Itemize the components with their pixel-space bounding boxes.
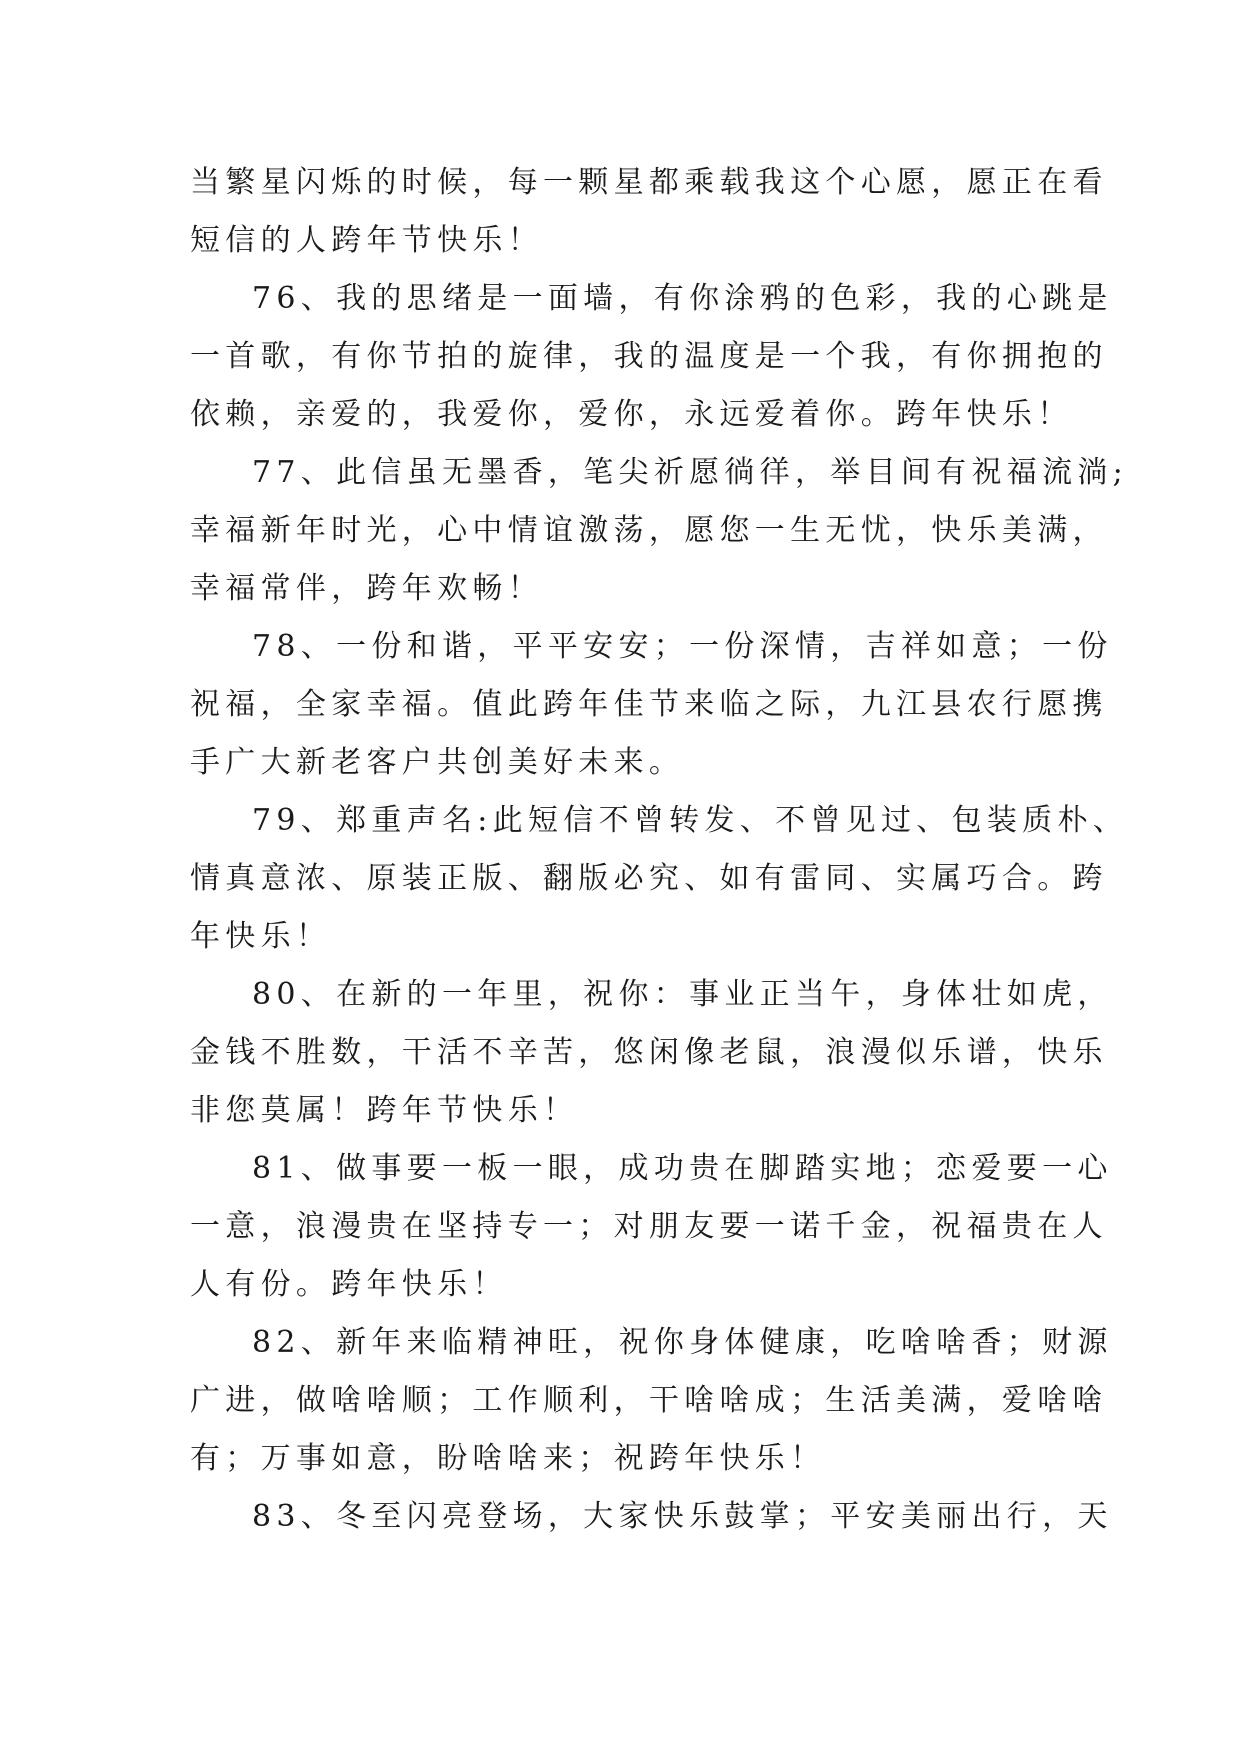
paragraph-79 <box>190 792 1129 966</box>
text-line: 幸福新年时光，心中情谊激荡，愿您一生无忧，快乐美满， <box>190 513 1108 548</box>
text-line: 人有份。跨年快乐！ <box>190 1267 508 1302</box>
text-line: 当繁星闪烁的时候，每一颗星都乘载我这个心愿，愿正在看 <box>190 165 1108 200</box>
text-line: 短信的人跨年节快乐！ <box>190 223 543 258</box>
text-line: 情真意浓、原装正版、翻版必究、如有雷同、实属巧合。跨 <box>190 861 1108 896</box>
text-line: 年快乐！ <box>190 919 332 954</box>
text-line: 手广大新老客户共创美好未来。 <box>190 745 685 780</box>
text-line: 83、冬至闪亮登场，大家快乐鼓掌；平安美丽出行，天 <box>252 1499 1113 1534</box>
text-line: 有；万事如意，盼啥啥来；祝跨年快乐！ <box>190 1441 826 1476</box>
paragraph-83 <box>190 1488 1113 1546</box>
paragraph-78 <box>190 618 1113 792</box>
text-line: 一意，浪漫贵在坚持专一；对朋友要一诺千金，祝福贵在人 <box>190 1209 1108 1244</box>
paragraph-82 <box>190 1314 1113 1488</box>
text-line: 祝福，全家幸福。值此跨年佳节来临之际，九江县农行愿携 <box>190 687 1108 722</box>
text-line: 幸福常伴，跨年欢畅！ <box>190 571 543 606</box>
paragraph-80 <box>190 966 1113 1140</box>
paragraph-77 <box>190 444 1129 618</box>
text-line: 广进，做啥啥顺；工作顺利，干啥啥成；生活美满，爱啥啥 <box>190 1383 1108 1418</box>
text-line: 77、此信虽无墨香，笔尖祈愿徜徉，举目间有祝福流淌; <box>252 455 1129 490</box>
text-line: 一首歌，有你节拍的旋律，我的温度是一个我，有你拥抱的 <box>190 339 1108 374</box>
paragraph-continuation <box>190 154 1108 270</box>
text-line: 79、郑重声名:此短信不曾转发、不曾见过、包装质朴、 <box>252 803 1129 838</box>
document-body <box>190 154 1129 1546</box>
text-line: 80、在新的一年里，祝你：事业正当午，身体壮如虎， <box>252 977 1113 1012</box>
text-line: 82、新年来临精神旺，祝你身体健康，吃啥啥香；财源 <box>252 1325 1113 1360</box>
text-line: 金钱不胜数，干活不辛苦，悠闲像老鼠，浪漫似乐谱，快乐 <box>190 1035 1108 1070</box>
text-line: 非您莫属！跨年节快乐！ <box>190 1093 579 1128</box>
text-line: 76、我的思绪是一面墙，有你涂鸦的色彩，我的心跳是 <box>252 281 1113 316</box>
paragraph-81 <box>190 1140 1113 1314</box>
text-line: 81、做事要一板一眼，成功贵在脚踏实地；恋爱要一心 <box>252 1151 1113 1186</box>
text-line: 78、一份和谐，平平安安；一份深情，吉祥如意；一份 <box>252 629 1113 664</box>
paragraph-76 <box>190 270 1113 444</box>
text-line: 依赖，亲爱的，我爱你，爱你，永远爱着你。跨年快乐！ <box>190 397 1073 432</box>
